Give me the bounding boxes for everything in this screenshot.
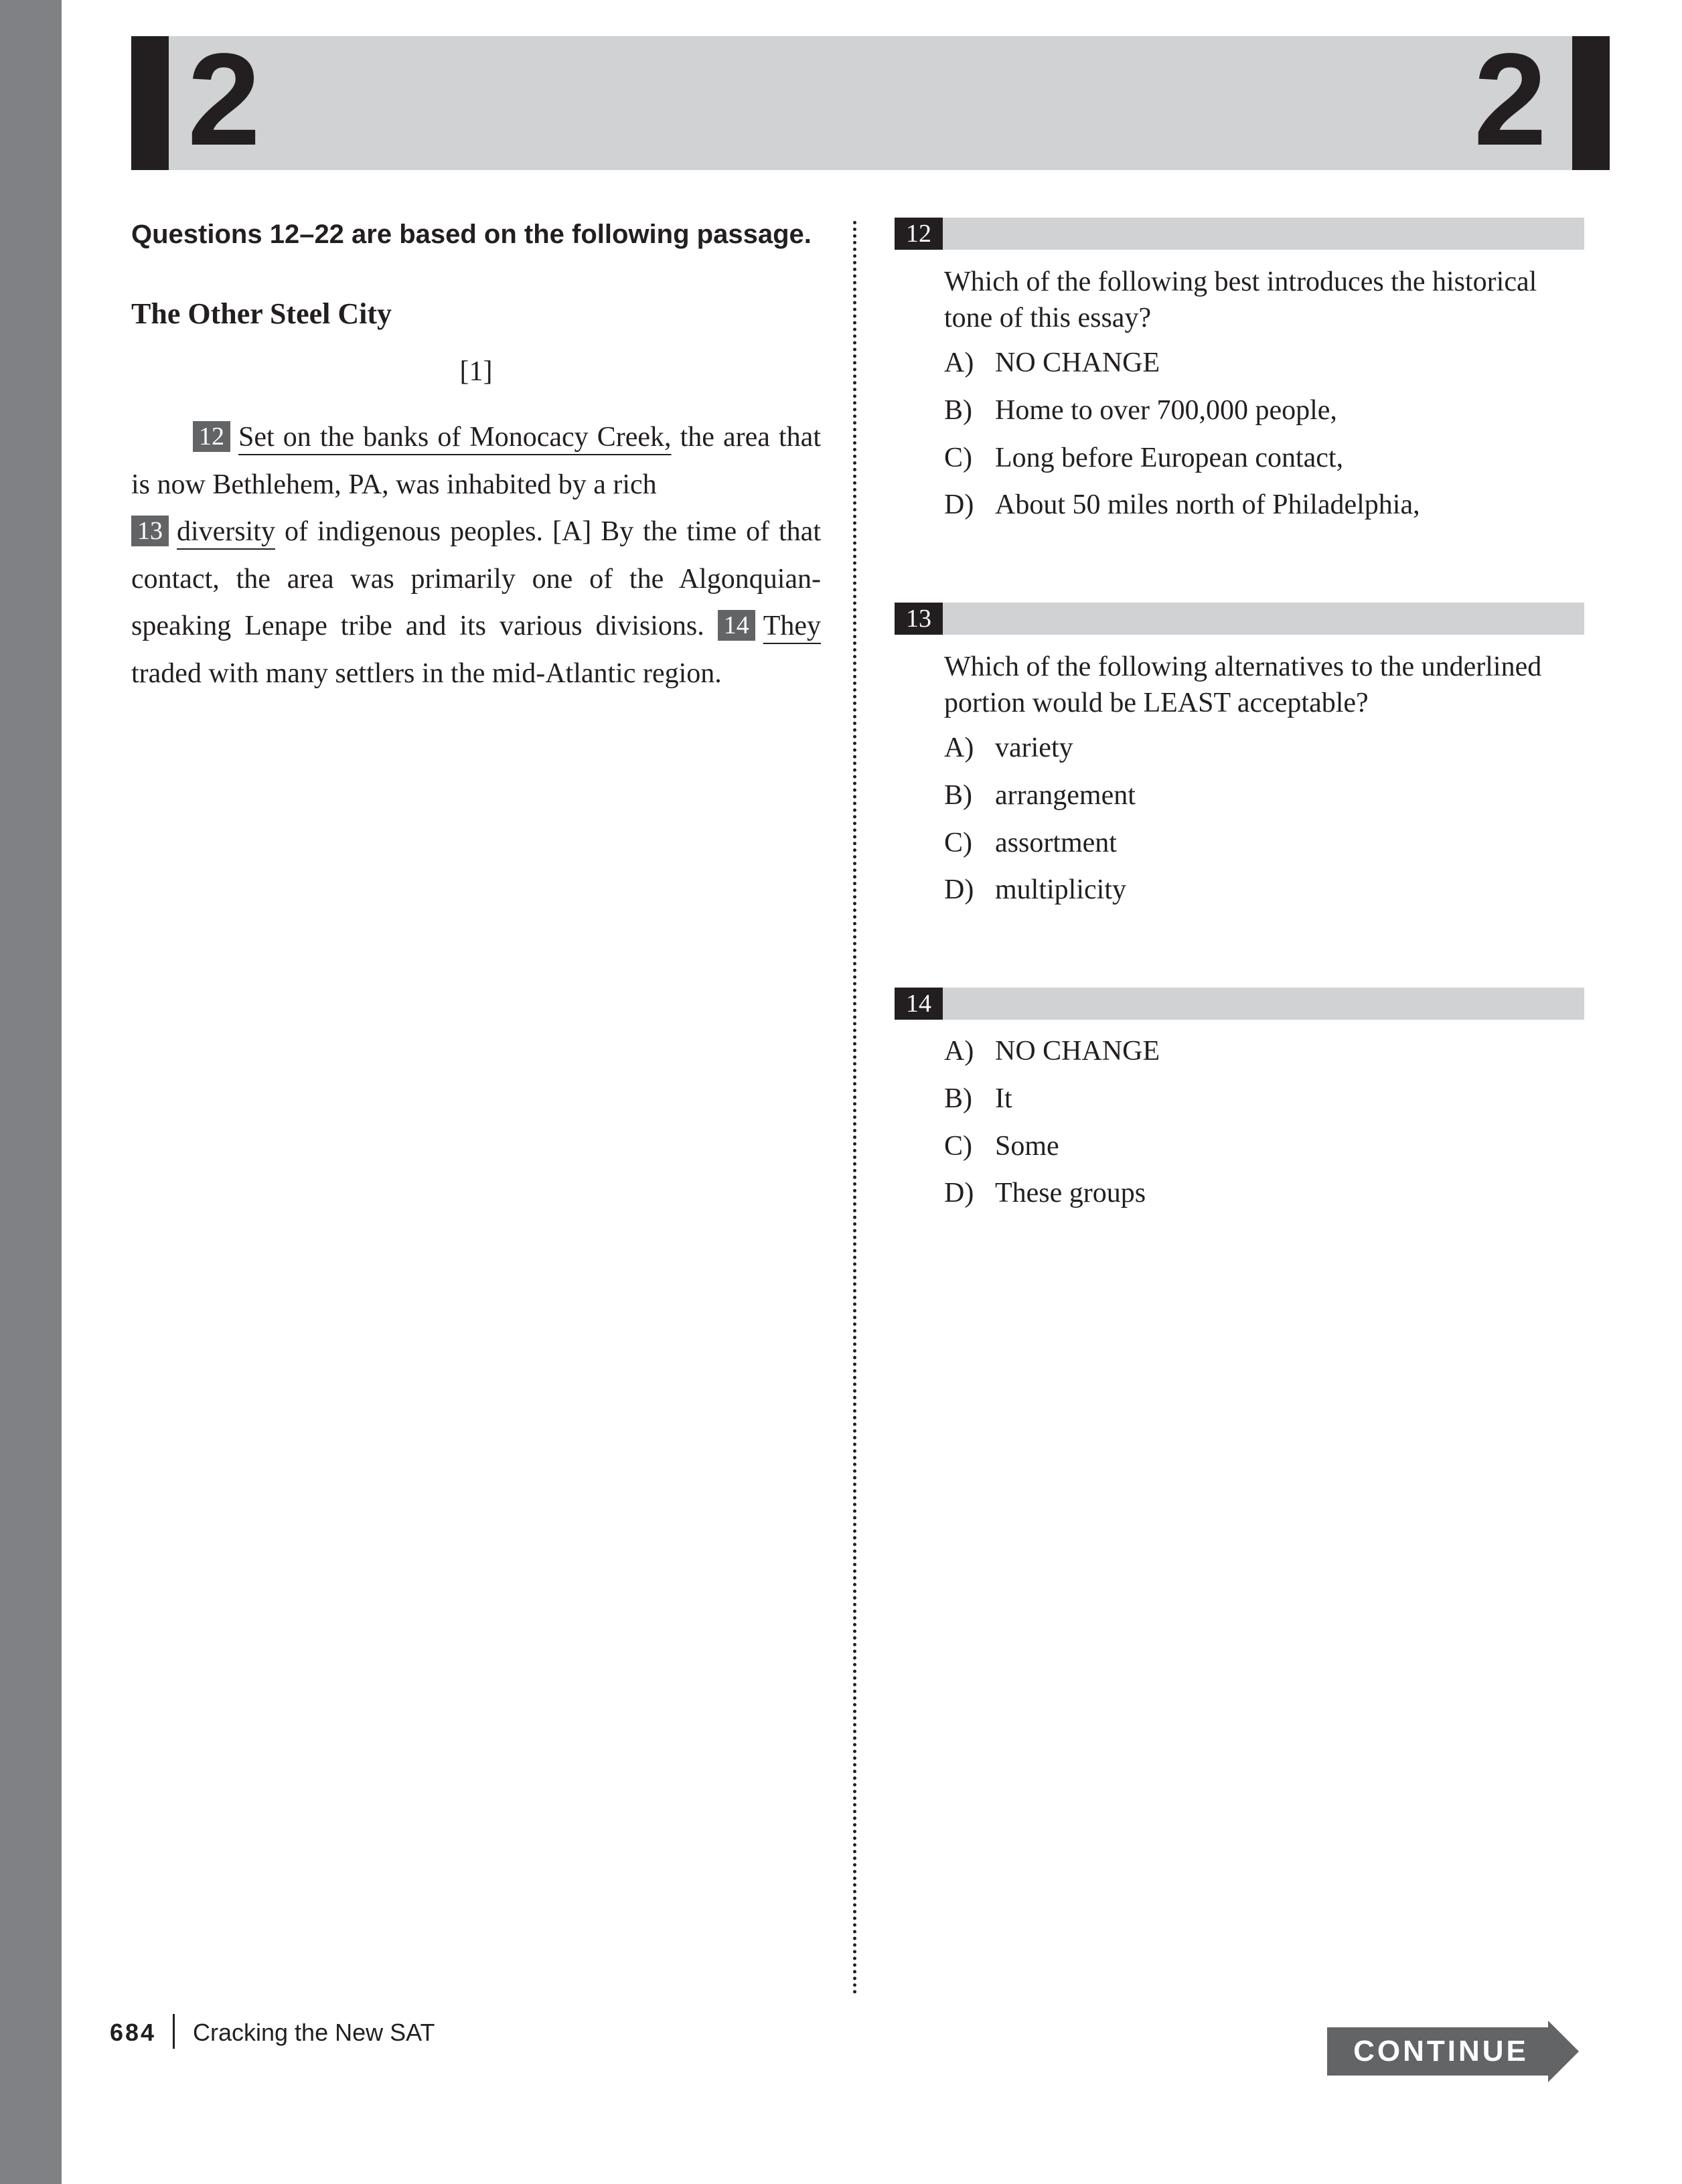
question-prompt-12: Which of the following best introduces the historical tone of this essay?	[944, 266, 1537, 333]
question-number-12: 12	[895, 218, 943, 250]
underlined-portion-12[interactable]: Set on the banks of Monocacy Creek,	[238, 422, 672, 453]
answer-option-14b[interactable]: B) It	[944, 1083, 1012, 1114]
question-header-13	[895, 603, 1584, 635]
paragraph-number: [1]	[459, 356, 493, 387]
question-prompt-13: Which of the following alternatives to the underlined portion would be LEAST acceptable?	[944, 651, 1542, 718]
question-marker-13[interactable]: 13	[131, 516, 169, 546]
answer-option-14d[interactable]: D) These groups	[944, 1178, 1146, 1208]
question-marker-12[interactable]: 12	[193, 421, 230, 452]
answer-option-12d[interactable]: D) About 50 miles north of Philadelphia,	[944, 489, 1420, 520]
continue-button[interactable]	[1327, 2021, 1579, 2082]
passage-segment: traded with many settlers in the mid-Atlantic region.	[131, 657, 722, 689]
passage-intro: Questions 12–22 are based on the following passage.	[131, 220, 812, 249]
answer-option-12c[interactable]: C) Long before European contact,	[944, 443, 1344, 473]
arrow-right-icon	[1548, 2021, 1579, 2082]
footer-divider	[173, 2014, 175, 2049]
passage-title: The Other Steel City	[131, 297, 392, 330]
section-number-left: 2	[187, 26, 261, 173]
passage-segment: of indigenous peoples. [A] By the time of that contact, the area was primarily one of the Algonquian-speaking Lenape tribe and its various divisions.	[131, 516, 821, 641]
underlined-portion-14[interactable]: They	[763, 611, 821, 641]
answer-option-12b[interactable]: B) Home to over 700,000 people,	[944, 395, 1337, 426]
section-header-left-bar	[131, 36, 169, 170]
passage-segment: the area that is now Bethlehem, PA, was inhabited by a rich	[131, 422, 821, 500]
question-number-14: 14	[895, 988, 943, 1020]
question-marker-14[interactable]: 14	[718, 610, 755, 641]
question-number-13: 13	[895, 603, 943, 635]
question-header-12	[895, 218, 1584, 250]
page-number: 684	[110, 2019, 157, 2046]
section-number-right: 2	[1473, 26, 1547, 173]
page-edge-strip	[0, 0, 62, 2184]
column-divider	[853, 221, 856, 1995]
passage-text	[131, 414, 821, 697]
section-header-right-bar	[1572, 36, 1610, 170]
answer-option-14c[interactable]: C) Some	[944, 1131, 1059, 1162]
book-title: Cracking the New SAT	[193, 2019, 435, 2046]
underlined-portion-13[interactable]: diversity	[177, 516, 275, 547]
continue-label: CONTINUE	[1353, 2035, 1529, 2068]
answer-option-13a[interactable]: A) variety	[944, 732, 1073, 763]
answer-option-13b[interactable]: B) arrangement	[944, 780, 1136, 811]
question-header-14	[895, 988, 1584, 1020]
section-header	[131, 36, 1610, 170]
answer-option-14a[interactable]: A) NO CHANGE	[944, 1036, 1160, 1067]
answer-option-13d[interactable]: D) multiplicity	[944, 874, 1126, 905]
answer-option-12a[interactable]: A) NO CHANGE	[944, 347, 1160, 378]
answer-option-13c[interactable]: C) assortment	[944, 828, 1117, 858]
